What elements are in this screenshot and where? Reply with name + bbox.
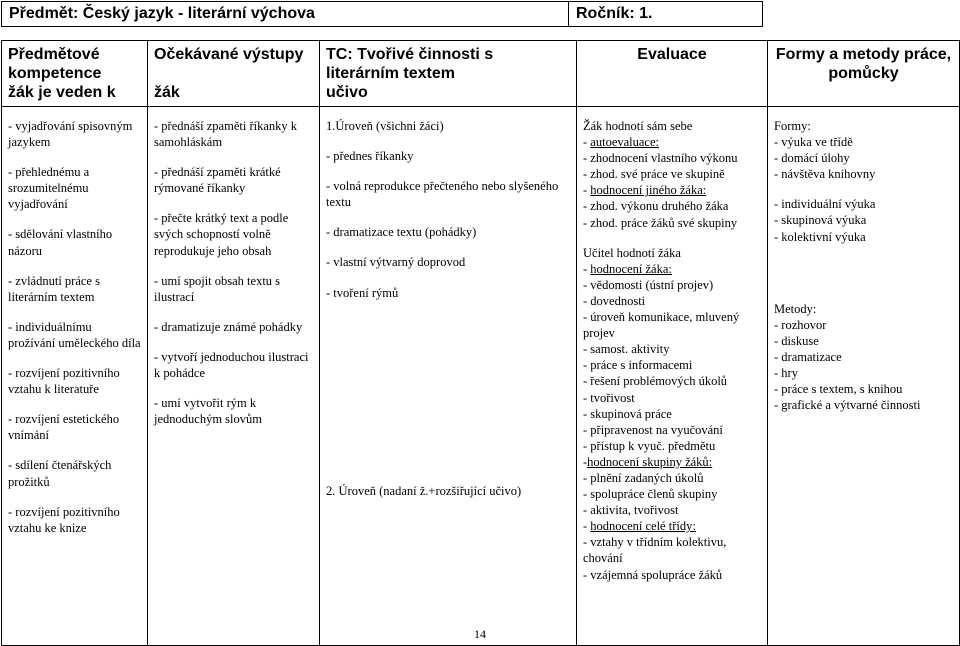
list-item: - rozhovor [774,317,827,332]
list-item: - autoevaluace: [583,135,660,150]
header-evaluation-title: Evaluace [637,46,707,63]
list-item: - umí vytvořit rým k jednoduchým slovům [154,396,262,427]
list-item: - vztahy v třídním kolektivu, chování [583,535,727,566]
autoevaluation-link: autoevaluace: [590,135,660,150]
competences-cell [2,107,148,646]
header-divider [568,2,569,26]
list-item: - přehlednému a srozumitelnému vyjadřování [8,165,90,212]
list-item: - úroveň komunikace, mluvený projev [583,310,740,341]
list-item: Formy: [774,119,811,133]
list-item: - grafické a výtvarné činnosti [774,398,921,413]
teacher-evaluation-label: hodnocení žáka: [590,261,672,276]
list-item: Žák hodnotí sám sebe [583,119,693,133]
list-item: - práce s textem, s knihou [774,382,903,397]
list-item: - samost. aktivity [583,342,670,357]
class-evaluation-label: hodnocení celé třídy: [590,519,696,534]
header-competences-sub: žák je veden k [8,84,116,101]
list-item: - rozvíjení pozitivního vztahu ke knize [8,504,120,535]
header-methods-title: Formy a metody práce, pomůcky [775,46,952,82]
subject-header [1,1,763,27]
list-item: Metody: [774,301,817,316]
header-evaluation [577,41,768,107]
list-item: - skupinová práce [583,406,672,421]
header-outcomes-sub: žák [154,84,180,101]
outcomes-cell [148,107,320,646]
list-item: - plnění zadaných úkolů [583,470,704,485]
list-item: - hry [774,366,798,381]
list-item: - vlastní výtvarný doprovod [326,255,466,270]
list-item: - zhod. výkonu druhého žáka [583,199,729,214]
table-header-row [2,41,960,107]
header-content [320,41,577,107]
header-content-sub: učivo [326,84,368,101]
list-item: - řešení problémových úkolů [583,374,728,389]
list-item: - kolektivní výuka [774,229,866,244]
evaluation-cell [577,107,768,646]
list-item: - tvořivost [583,390,635,405]
subject-title: Předmět: Český jazyk - literární výchova [9,5,315,22]
header-methods [768,41,960,107]
list-item: - přečte krátký text a podle svých schopností volně reprodukuje jeho obsah [154,211,289,258]
list-item: - připravenost na vyučování [583,422,723,437]
header-competences-title: Předmětové kompetence [8,46,102,82]
list-item: - přístup k vyuč. předmětu [583,438,716,453]
list-item: - rozvíjení pozitivního vztahu k literatuře [8,366,120,397]
list-item: 2. Úroveň (nadaní ž.+rozšiřující učivo) [326,483,522,498]
page-number: 14 [474,627,486,641]
header-competences [2,41,148,107]
list-item: - rozvíjení estetického vnímání [8,412,120,443]
list-item: - přednes říkanky [326,149,414,164]
list-item: - vytvoří jednoduchou ilustraci k pohádce [154,349,309,381]
list-item: - dovednosti [583,293,646,308]
list-item: - sdělování vlastního názoru [8,227,113,258]
list-item: - zhod. práce žáků své skupiny [583,215,738,230]
list-item: 1.Úroveň (všichni žáci) [326,119,444,133]
group-evaluation-label: hodnocení skupiny žáků: [587,454,713,469]
grade-label: Ročník: 1. [576,5,653,22]
methods-cell [768,107,960,646]
list-item: - hodnocení celé třídy: [583,519,696,534]
list-item: - dramatizuje známé pohádky [154,319,303,334]
list-item: - dramatizace textu (pohádky) [326,225,477,240]
list-item: - zvládnutí práce s literárním textem [8,273,100,304]
peer-evaluation-label: hodnocení jiného žáka: [590,183,707,198]
header-outcomes [148,41,320,107]
list-item: - vzájemná spolupráce žáků [583,567,723,582]
list-item: - skupinová výuka [774,213,867,228]
list-item: - vyjadřování spisovným jazykem [8,119,133,150]
list-item: - přednáší zpaměti krátké rýmované říkanky [154,165,281,196]
curriculum-table [1,40,960,646]
list-item: -hodnocení skupiny žáků: [583,454,713,469]
list-item: - dramatizace [774,349,842,364]
list-item: - domácí úlohy [774,151,850,166]
list-item: - sdílení čtenářských prožitků [8,458,112,489]
list-item: - individuální výuka [774,197,876,212]
list-item: - tvoření rýmů [326,285,399,300]
list-item: - individuálnímu prožívání uměleckého díla [8,319,141,350]
list-item: - návštěva knihovny [774,167,876,182]
list-item: - volná reprodukce přečteného nebo slyšeného textu [326,179,559,210]
content-cell [320,107,577,646]
list-item: - diskuse [774,333,819,348]
header-outcomes-title: Očekávané výstupy [154,46,304,63]
list-item: - vědomosti (ústní projev) [583,277,714,292]
list-item: - spolupráce členů skupiny [583,487,718,502]
list-item: - umí spojit obsah textu s ilustrací [154,273,281,304]
header-content-title: TC: Tvořivé činnosti s literárním textem [326,46,494,82]
list-item: - výuka ve třídě [774,135,853,150]
list-item: - hodnocení jiného žáka: [583,183,707,198]
table-body-row [2,107,960,646]
list-item: Učitel hodnotí žáka [583,245,681,260]
list-item: - aktivita, tvořivost [583,503,679,518]
list-item: - zhodnocení vlastního výkonu [583,151,738,166]
list-item: - přednáší zpaměti říkanky k samohláskám [154,119,298,150]
list-item: - hodnocení žáka: [583,261,672,276]
list-item: - zhod. své práce ve skupině [583,167,725,182]
list-item: - práce s informacemi [583,358,693,373]
